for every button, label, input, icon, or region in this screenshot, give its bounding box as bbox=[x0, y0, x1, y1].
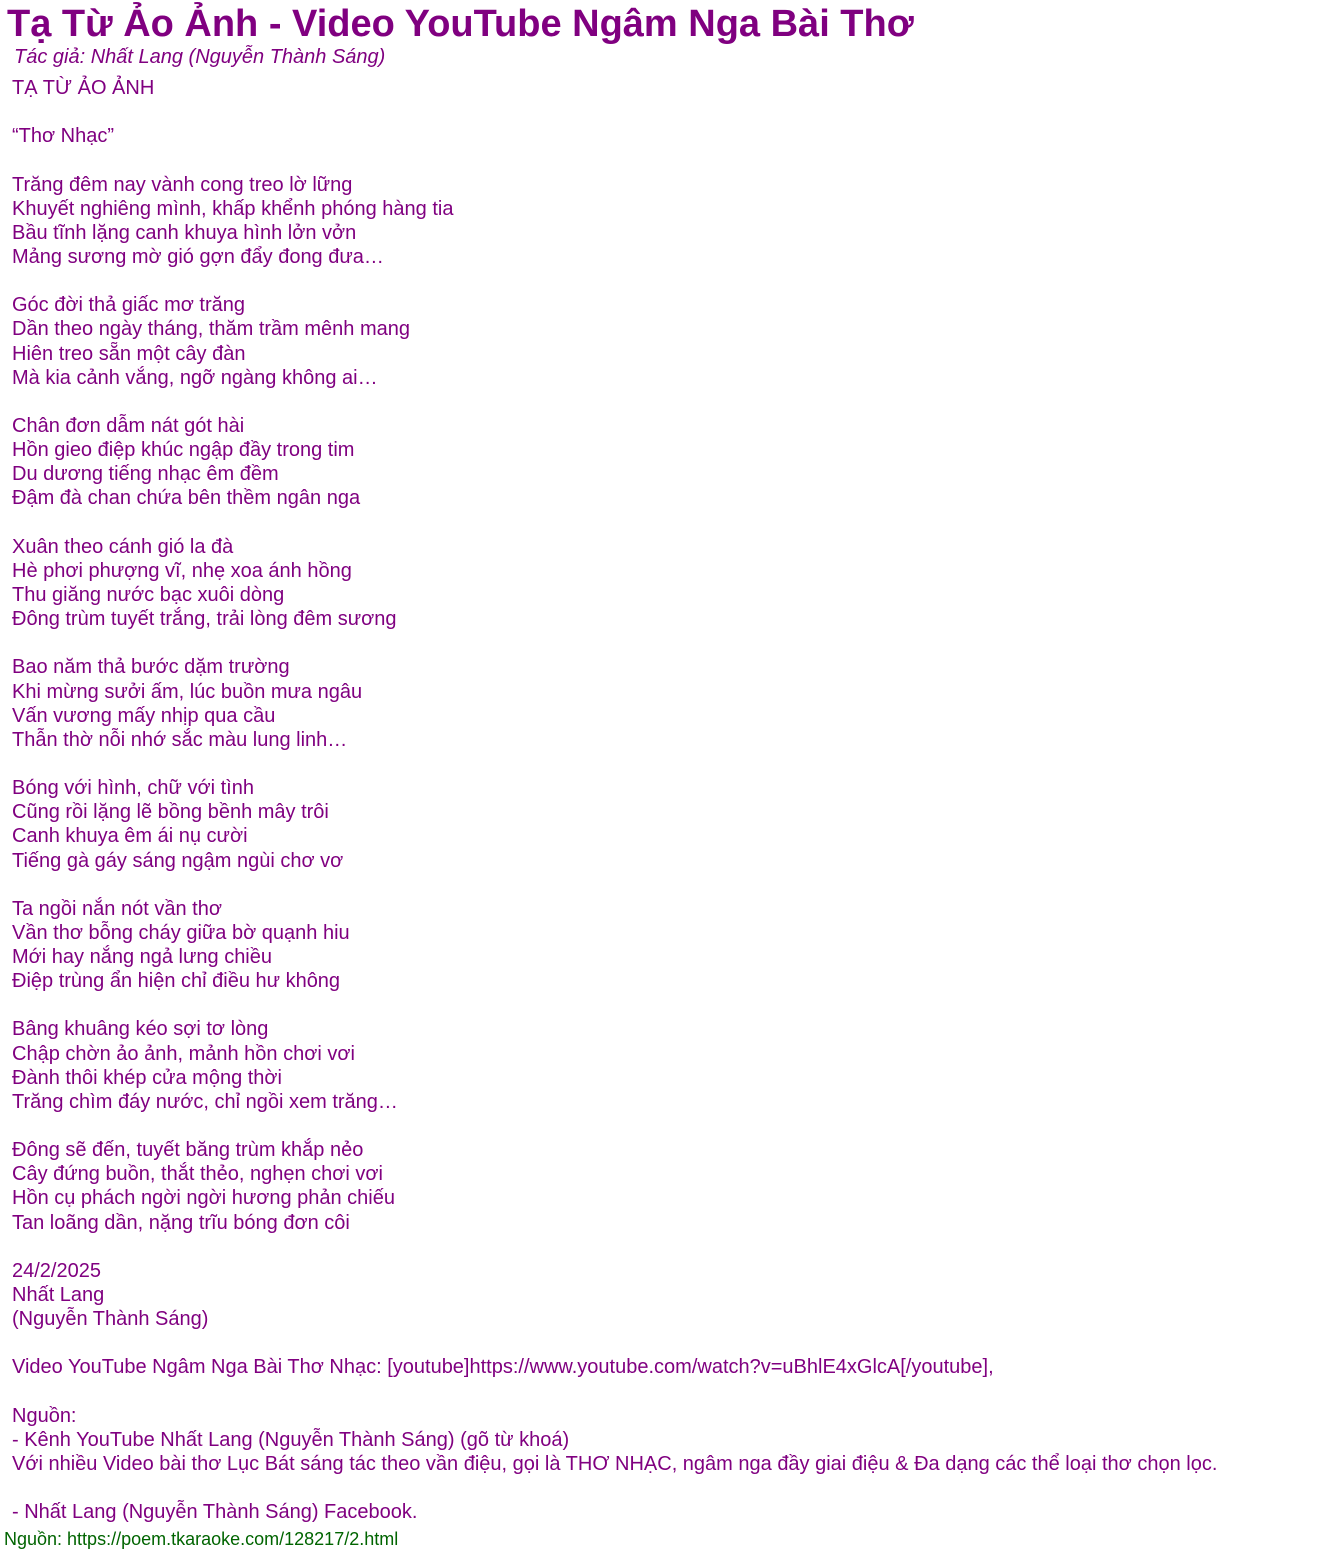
poem-line: 24/2/2025 bbox=[12, 1259, 101, 1282]
poem-line: Video YouTube Ngâm Nga Bài Thơ Nhạc: [youtube]https://www.youtube.com/watch?v=uBhlE4xGlcA[/youtube], bbox=[12, 1356, 994, 1379]
poem-line: “Thơ Nhạc” bbox=[12, 125, 115, 148]
poem-line: Khi mừng sưởi ấm, lúc buồn mưa ngâu bbox=[12, 680, 363, 703]
blank-line bbox=[12, 100, 1317, 124]
blank-line bbox=[12, 1476, 1317, 1500]
blank-line bbox=[12, 993, 1317, 1017]
poem-line: Bầu tĩnh lặng canh khuya hình lởn vởn bbox=[12, 221, 357, 244]
poem-line: TẠ TỪ ẢO ẢNH bbox=[12, 77, 155, 99]
poem-line: Nhất Lang bbox=[12, 1284, 105, 1307]
poem-line: Ta ngồi nắn nót vần thơ bbox=[12, 897, 222, 920]
poem-line: Bóng với hình, chữ với tình bbox=[12, 777, 254, 800]
poem-line: Bao năm thả bước dặm trường bbox=[12, 656, 290, 679]
blank-line bbox=[12, 269, 1317, 293]
blank-line bbox=[12, 390, 1317, 414]
poem-line: Hiên treo sẵn một cây đàn bbox=[12, 342, 246, 365]
poem-line: Nguồn: bbox=[12, 1404, 77, 1427]
poem-line: Tan loãng dần, nặng trĩu bóng đơn côi bbox=[12, 1211, 350, 1234]
poem-line: Khuyết nghiêng mình, khấp khểnh phóng hàng tia bbox=[12, 197, 454, 220]
poem-line: Hồn gieo điệp khúc ngập đầy trong tim bbox=[12, 439, 355, 462]
poem-line: (Nguyễn Thành Sáng) bbox=[12, 1308, 209, 1331]
blank-line bbox=[12, 1331, 1317, 1355]
poem-line: Đậm đà chan chứa bên thềm ngân nga bbox=[12, 487, 361, 510]
poem-line: Trăng chìm đáy nước, chỉ ngồi xem trăng… bbox=[12, 1090, 398, 1113]
poem-line: Đông sẽ đến, tuyết băng trùm khắp nẻo bbox=[12, 1139, 364, 1162]
poem-line: Tiếng gà gáy sáng ngậm ngùi chơ vơ bbox=[12, 849, 344, 872]
poem-line: Vần thơ bỗng cháy giữa bờ quạnh hiu bbox=[12, 921, 350, 944]
poem-line: Bâng khuâng kéo sợi tơ lòng bbox=[12, 1018, 269, 1041]
poem-line: Thu giăng nước bạc xuôi dòng bbox=[12, 583, 285, 606]
poem-line: Góc đời thả giấc mơ trăng bbox=[12, 294, 245, 317]
poem-line: Mà kia cảnh vắng, ngỡ ngàng không ai… bbox=[12, 366, 378, 389]
poem-line: Đành thôi khép cửa mộng thời bbox=[12, 1066, 282, 1089]
blank-line bbox=[12, 511, 1317, 535]
poem-line: Thẫn thờ nỗi nhớ sắc màu lung linh… bbox=[12, 728, 348, 751]
poem-line: Trăng đêm nay vành cong treo lờ lững bbox=[12, 173, 353, 196]
author-line: Tác giả: Nhất Lang (Nguyễn Thành Sáng) bbox=[14, 46, 386, 68]
poem-line: - Nhất Lang (Nguyễn Thành Sáng) Facebook. bbox=[12, 1501, 418, 1524]
poem-line: Dần theo ngày tháng, thăm trầm mênh mang bbox=[12, 318, 411, 341]
poem-line: Du dương tiếng nhạc êm đềm bbox=[12, 463, 279, 486]
poem-line: Cũng rồi lặng lẽ bồng bềnh mây trôi bbox=[12, 801, 329, 824]
poem-line: Xuân theo cánh gió la đà bbox=[12, 535, 234, 558]
poem-line: Cây đứng buồn, thắt thẻo, nghẹn chơi vơi bbox=[12, 1163, 383, 1186]
poem-line: Hồn cụ phách ngời ngời hương phản chiếu bbox=[12, 1187, 395, 1210]
blank-line bbox=[12, 631, 1317, 655]
page-title: Tạ Từ Ảo Ảnh - Video YouTube Ngâm Nga Bài Thơ bbox=[7, 3, 914, 45]
poem-line: Canh khuya êm ái nụ cười bbox=[12, 825, 248, 848]
poem-line: Mới hay nắng ngả lưng chiều bbox=[12, 946, 272, 969]
poem-line: Vấn vương mấy nhịp qua cầu bbox=[12, 704, 276, 727]
blank-line bbox=[12, 873, 1317, 897]
poem-line: Với nhiều Video bài thơ Lục Bát sáng tác theo vần điệu, gọi là THƠ NHẠC, ngâm nga đầy giai điệu & Đa dạng các thể loại thơ chọn lọc. bbox=[12, 1453, 1218, 1476]
blank-line bbox=[12, 1235, 1317, 1259]
blank-line bbox=[12, 1114, 1317, 1138]
poem-content bbox=[12, 76, 1317, 1524]
poem-line: Hè phơi phượng vĩ, nhẹ xoa ánh hồng bbox=[12, 559, 352, 582]
poem-line: Điệp trùng ẩn hiện chỉ điều hư không bbox=[12, 970, 341, 993]
poem-line: Chân đơn dẫm nát gót hài bbox=[12, 414, 245, 437]
blank-line bbox=[12, 148, 1317, 172]
blank-line bbox=[12, 752, 1317, 776]
poem-line: Chập chờn ảo ảnh, mảnh hồn chơi vơi bbox=[12, 1042, 355, 1065]
source-line: Nguồn: https://poem.tkaraoke.com/128217/2.html bbox=[4, 1529, 399, 1549]
poem-line: - Kênh YouTube Nhất Lang (Nguyễn Thành Sáng) (gõ từ khoá) bbox=[12, 1428, 570, 1451]
poem-line: Đông trùm tuyết trắng, trải lòng đêm sương bbox=[12, 608, 397, 631]
blank-line bbox=[12, 1380, 1317, 1404]
poem-line: Mảng sương mờ gió gợn đẩy đong đưa… bbox=[12, 245, 384, 268]
